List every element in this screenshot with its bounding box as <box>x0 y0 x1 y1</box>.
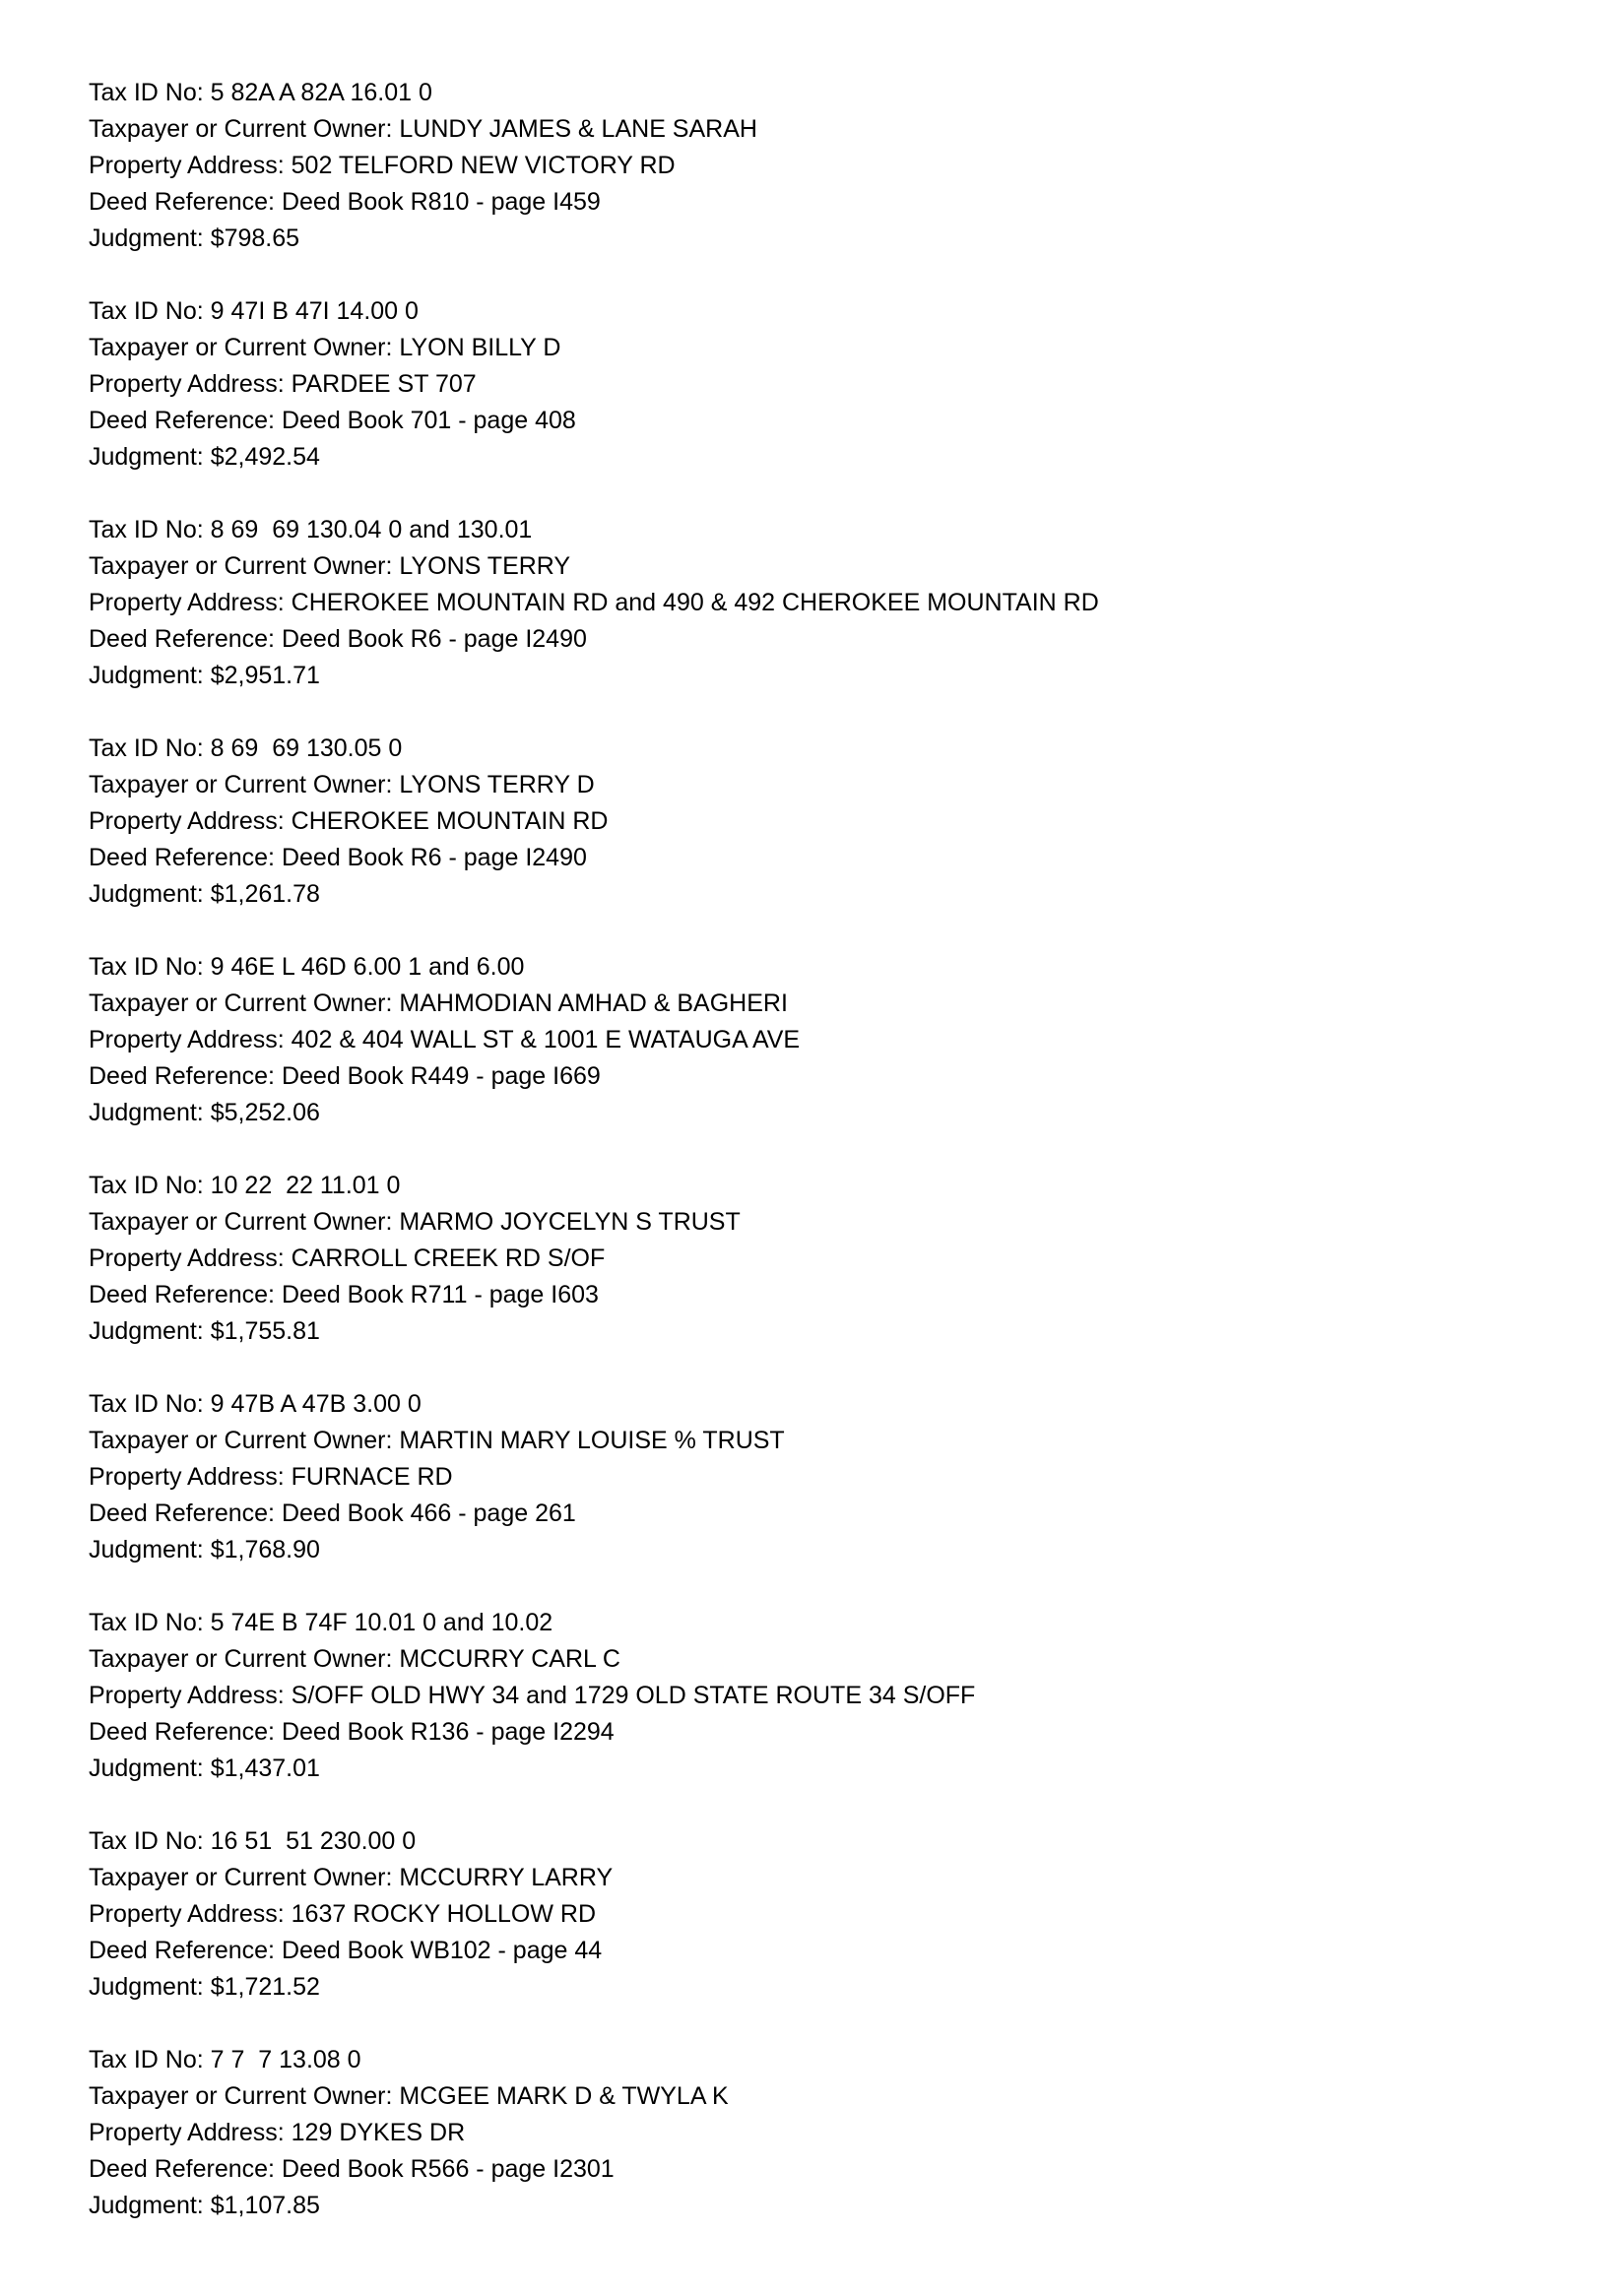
tax-id-label: Tax ID No: <box>89 953 211 981</box>
tax-record <box>89 1168 1585 1350</box>
judgment-label: Judgment: <box>89 1099 211 1126</box>
owner-label: Taxpayer or Current Owner: <box>89 2082 400 2110</box>
property-address-line <box>89 1459 1585 1496</box>
property-address-label: Property Address: <box>89 807 292 835</box>
judgment-line <box>89 1751 1585 1787</box>
owner-line <box>89 1641 1585 1678</box>
tax-id-value: 10 22 22 11.01 0 <box>210 1172 401 1199</box>
property-address-line <box>89 1896 1585 1933</box>
tax-record <box>89 731 1585 913</box>
owner-value: MAHMODIAN AMHAD & BAGHERI <box>399 989 788 1017</box>
tax-id-value: 16 51 51 230.00 0 <box>210 1827 417 1855</box>
judgment-value: $1,437.01 <box>210 1754 320 1782</box>
judgment-line <box>89 221 1585 257</box>
tax-id-line <box>89 293 1585 330</box>
deed-reference-line <box>89 1496 1585 1532</box>
property-address-value: CHEROKEE MOUNTAIN RD <box>291 807 609 835</box>
owner-value: MCCURRY CARL C <box>399 1645 620 1673</box>
property-address-label: Property Address: <box>89 1244 292 1272</box>
judgment-line <box>89 876 1585 913</box>
property-address-label: Property Address: <box>89 2119 292 2146</box>
owner-value: LUNDY JAMES & LANE SARAH <box>399 115 757 143</box>
tax-records-list <box>89 75 1585 2261</box>
judgment-label: Judgment: <box>89 1536 211 1563</box>
property-address-label: Property Address: <box>89 152 292 179</box>
property-address-label: Property Address: <box>89 1463 292 1491</box>
owner-value: MARMO JOYCELYN S TRUST <box>399 1208 741 1236</box>
property-address-value: 129 DYKES DR <box>291 2119 466 2146</box>
tax-id-label: Tax ID No: <box>89 297 211 325</box>
deed-reference-label: Deed Reference: <box>89 1499 282 1527</box>
tax-id-value: 8 69 69 130.04 0 and 130.01 <box>210 516 533 543</box>
property-address-value: 402 & 404 WALL ST & 1001 E WATAUGA AVE <box>291 1026 801 1053</box>
judgment-line <box>89 658 1585 694</box>
owner-line <box>89 767 1585 803</box>
deed-reference-value: Deed Book R6 - page I2490 <box>281 625 587 653</box>
deed-reference-value: Deed Book R449 - page I669 <box>281 1062 601 1090</box>
tax-id-line <box>89 1823 1585 1860</box>
owner-label: Taxpayer or Current Owner: <box>89 1427 400 1454</box>
tax-id-label: Tax ID No: <box>89 2046 211 2073</box>
judgment-line <box>89 1313 1585 1350</box>
tax-id-line <box>89 949 1585 986</box>
deed-reference-value: Deed Book R6 - page I2490 <box>281 844 587 871</box>
property-address-label: Property Address: <box>89 1682 292 1709</box>
deed-reference-line <box>89 1714 1585 1751</box>
judgment-value: $2,492.54 <box>210 443 320 471</box>
owner-label: Taxpayer or Current Owner: <box>89 115 400 143</box>
owner-value: LYONS TERRY D <box>399 771 595 798</box>
deed-reference-label: Deed Reference: <box>89 625 282 653</box>
deed-reference-value: Deed Book WB102 - page 44 <box>281 1937 603 1964</box>
judgment-label: Judgment: <box>89 1317 211 1345</box>
owner-value: LYONS TERRY <box>399 552 571 580</box>
deed-reference-label: Deed Reference: <box>89 1937 282 1964</box>
tax-id-line <box>89 512 1585 548</box>
tax-id-value: 9 47B A 47B 3.00 0 <box>210 1390 422 1418</box>
deed-reference-line <box>89 1933 1585 1969</box>
tax-record <box>89 2042 1585 2224</box>
deed-reference-line <box>89 2151 1585 2188</box>
owner-line <box>89 2078 1585 2115</box>
tax-id-label: Tax ID No: <box>89 734 211 762</box>
property-address-line <box>89 1022 1585 1058</box>
judgment-value: $2,951.71 <box>210 662 320 689</box>
owner-line <box>89 1204 1585 1241</box>
property-address-value: S/OFF OLD HWY 34 and 1729 OLD STATE ROUTE 34 S/OFF <box>291 1682 976 1709</box>
tax-id-label: Tax ID No: <box>89 516 211 543</box>
tax-id-line <box>89 1386 1585 1423</box>
property-address-line <box>89 2115 1585 2151</box>
owner-label: Taxpayer or Current Owner: <box>89 1645 400 1673</box>
judgment-line <box>89 1095 1585 1131</box>
tax-id-value: 9 47I B 47I 14.00 0 <box>210 297 419 325</box>
property-address-line <box>89 803 1585 840</box>
judgment-label: Judgment: <box>89 224 211 252</box>
tax-id-line <box>89 75 1585 111</box>
tax-record <box>89 1823 1585 2006</box>
owner-line <box>89 111 1585 148</box>
owner-line <box>89 1860 1585 1896</box>
deed-reference-line <box>89 1277 1585 1313</box>
judgment-value: $1,107.85 <box>210 2192 320 2219</box>
tax-record <box>89 293 1585 476</box>
property-address-value: 502 TELFORD NEW VICTORY RD <box>291 152 676 179</box>
property-address-value: FURNACE RD <box>291 1463 453 1491</box>
tax-id-value: 5 82A A 82A 16.01 0 <box>210 79 432 106</box>
deed-reference-value: Deed Book R566 - page I2301 <box>281 2155 615 2183</box>
owner-value: MCGEE MARK D & TWYLA K <box>399 2082 729 2110</box>
tax-id-label: Tax ID No: <box>89 1827 211 1855</box>
property-address-line <box>89 1241 1585 1277</box>
tax-id-line <box>89 731 1585 767</box>
deed-reference-value: Deed Book R136 - page I2294 <box>281 1718 615 1746</box>
deed-reference-line <box>89 1058 1585 1095</box>
property-address-label: Property Address: <box>89 1900 292 1928</box>
tax-id-value: 5 74E B 74F 10.01 0 and 10.02 <box>210 1609 553 1636</box>
judgment-value: $1,261.78 <box>210 880 320 908</box>
property-address-label: Property Address: <box>89 1026 292 1053</box>
tax-id-value: 9 46E L 46D 6.00 1 and 6.00 <box>210 953 525 981</box>
tax-id-label: Tax ID No: <box>89 79 211 106</box>
owner-label: Taxpayer or Current Owner: <box>89 334 400 361</box>
property-address-line <box>89 1678 1585 1714</box>
judgment-label: Judgment: <box>89 1973 211 2001</box>
tax-record <box>89 949 1585 1131</box>
tax-id-label: Tax ID No: <box>89 1609 211 1636</box>
owner-value: LYON BILLY D <box>399 334 561 361</box>
deed-reference-label: Deed Reference: <box>89 188 282 216</box>
tax-id-label: Tax ID No: <box>89 1172 211 1199</box>
judgment-line <box>89 1969 1585 2006</box>
deed-reference-line <box>89 840 1585 876</box>
owner-label: Taxpayer or Current Owner: <box>89 552 400 580</box>
deed-reference-value: Deed Book 466 - page 261 <box>281 1499 576 1527</box>
deed-reference-value: Deed Book R810 - page I459 <box>281 188 601 216</box>
property-address-value: PARDEE ST 707 <box>291 370 477 398</box>
judgment-value: $1,755.81 <box>210 1317 320 1345</box>
judgment-label: Judgment: <box>89 662 211 689</box>
judgment-label: Judgment: <box>89 1754 211 1782</box>
owner-line <box>89 986 1585 1022</box>
judgment-value: $798.65 <box>210 224 300 252</box>
deed-reference-value: Deed Book 701 - page 408 <box>281 407 576 434</box>
property-address-value: CHEROKEE MOUNTAIN RD and 490 & 492 CHEROKEE MOUNTAIN RD <box>291 589 1099 616</box>
deed-reference-label: Deed Reference: <box>89 1281 282 1308</box>
owner-label: Taxpayer or Current Owner: <box>89 1864 400 1891</box>
property-address-value: CARROLL CREEK RD S/OF <box>291 1244 606 1272</box>
deed-reference-label: Deed Reference: <box>89 2155 282 2183</box>
owner-value: MCCURRY LARRY <box>399 1864 614 1891</box>
deed-reference-line <box>89 184 1585 221</box>
property-address-line <box>89 148 1585 184</box>
tax-id-value: 7 7 7 13.08 0 <box>210 2046 361 2073</box>
deed-reference-value: Deed Book R711 - page I603 <box>281 1281 599 1308</box>
tax-id-line <box>89 2042 1585 2078</box>
property-address-line <box>89 585 1585 621</box>
judgment-value: $5,252.06 <box>210 1099 320 1126</box>
judgment-label: Judgment: <box>89 443 211 471</box>
judgment-line <box>89 2188 1585 2224</box>
owner-label: Taxpayer or Current Owner: <box>89 1208 400 1236</box>
property-address-label: Property Address: <box>89 589 292 616</box>
property-address-value: 1637 ROCKY HOLLOW RD <box>291 1900 597 1928</box>
tax-record <box>89 1386 1585 1568</box>
deed-reference-label: Deed Reference: <box>89 1062 282 1090</box>
tax-id-value: 8 69 69 130.05 0 <box>210 734 403 762</box>
tax-record <box>89 512 1585 694</box>
owner-line <box>89 1423 1585 1459</box>
judgment-value: $1,768.90 <box>210 1536 320 1563</box>
deed-reference-line <box>89 621 1585 658</box>
tax-id-line <box>89 1605 1585 1641</box>
judgment-label: Judgment: <box>89 880 211 908</box>
property-address-line <box>89 366 1585 403</box>
owner-value: MARTIN MARY LOUISE % TRUST <box>399 1427 785 1454</box>
judgment-line <box>89 439 1585 476</box>
deed-reference-line <box>89 403 1585 439</box>
owner-line <box>89 330 1585 366</box>
deed-reference-label: Deed Reference: <box>89 844 282 871</box>
tax-id-label: Tax ID No: <box>89 1390 211 1418</box>
tax-id-line <box>89 1168 1585 1204</box>
tax-record <box>89 1605 1585 1787</box>
owner-line <box>89 548 1585 585</box>
deed-reference-label: Deed Reference: <box>89 1718 282 1746</box>
tax-record <box>89 75 1585 257</box>
deed-reference-label: Deed Reference: <box>89 407 282 434</box>
judgment-line <box>89 1532 1585 1568</box>
owner-label: Taxpayer or Current Owner: <box>89 989 400 1017</box>
judgment-value: $1,721.52 <box>210 1973 320 2001</box>
judgment-label: Judgment: <box>89 2192 211 2219</box>
property-address-label: Property Address: <box>89 370 292 398</box>
owner-label: Taxpayer or Current Owner: <box>89 771 400 798</box>
